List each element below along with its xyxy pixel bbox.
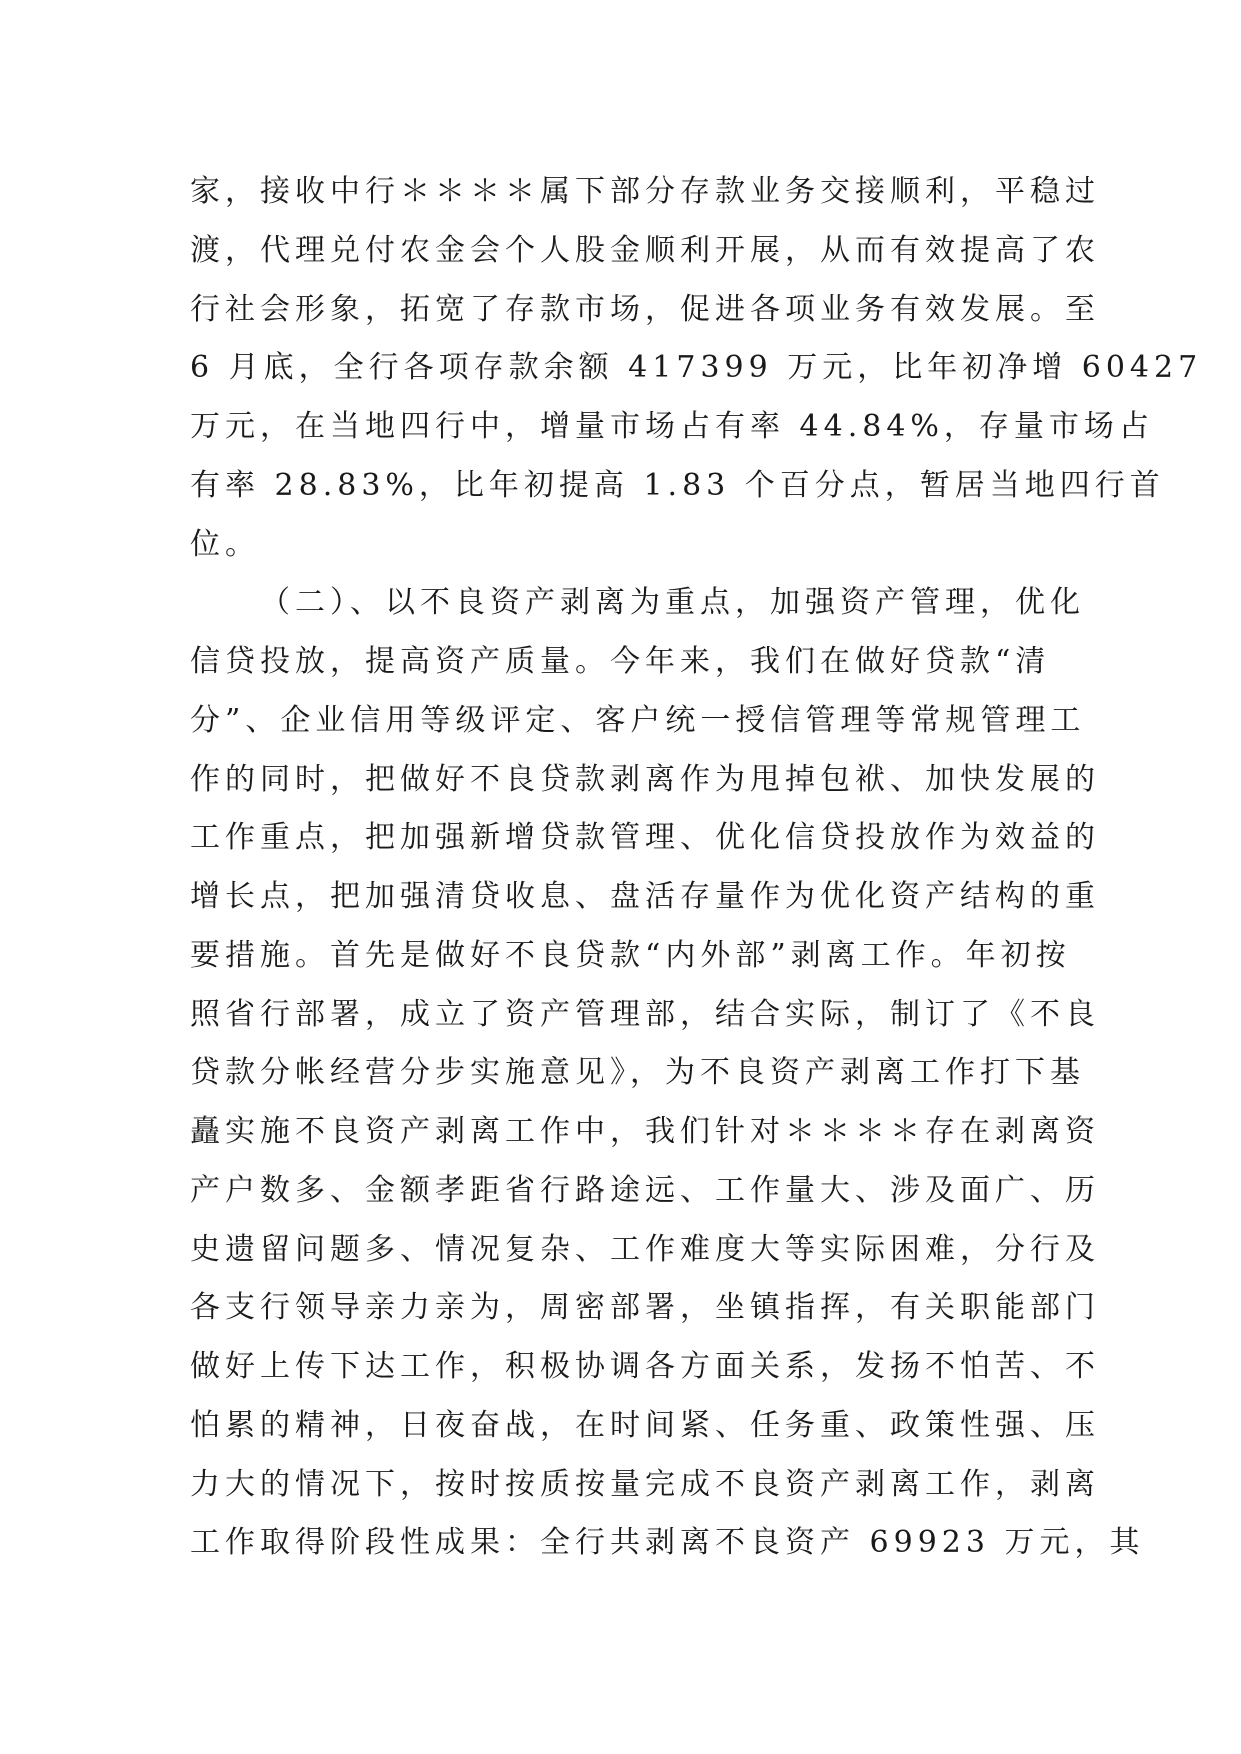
text-line: 力大的情况下，按时按质按量完成不良资产剥离工作，剥离 <box>190 1466 1100 1502</box>
text-line: 史遗留问题多、情况复杂、工作难度大等实际困难，分行及 <box>190 1231 1100 1267</box>
text-line: 行社会形象，拓宽了存款市场，促进各项业务有效发展。至 <box>190 291 1100 327</box>
text-line: 分”、企业信用等级评定、客户统一授信管理等常规管理工 <box>190 702 1086 738</box>
text-line: 渡，代理兑付农金会个人股金顺利开展，从而有效提高了农 <box>190 232 1100 268</box>
body-text <box>190 163 1203 1573</box>
text-line: 贷款分帐经营分步实施意见》，为不良资产剥离工作打下基 <box>190 1055 1085 1091</box>
text-line: 增长点，把加强清贷收息、盘活存量作为优化资产结构的重 <box>190 879 1100 914</box>
text-line: 万元，在当地四行中，增量市场占有率 44.84%，存量市场占 <box>190 409 1154 444</box>
text-line: 家，接收中行＊＊＊＊属下部分存款业务交接顺利，平稳过 <box>190 174 1100 209</box>
text-line: 做好上传下达工作，积极协调各方面关系，发扬不怕苦、不 <box>190 1349 1100 1384</box>
text-line: 产户数多、金额孝距省行路途远、工作量大、涉及面广、历 <box>190 1172 1100 1208</box>
text-line: 各支行领导亲力亲为，周密部署，坐镇指挥，有关职能部门 <box>190 1290 1100 1326</box>
text-line: 位。 <box>190 526 260 562</box>
text-line: 有率 28.83%，比年初提高 1.83 个百分点，暂居当地四行首 <box>190 467 1165 503</box>
text-line: 信贷投放，提高资产质量。今年来，我们在做好贷款“清 <box>190 644 1051 679</box>
text-line: 矗实施不良资产剥离工作中，我们针对＊＊＊＊存在剥离资 <box>190 1114 1100 1149</box>
text-line: 工作重点，把加强新增贷款管理、优化信贷投放作为效益的 <box>190 820 1100 856</box>
section-heading-line: （二）、以不良资产剥离为重点，加强资产管理，优化 <box>260 585 1085 621</box>
text-line: 工作取得阶段性成果：全行共剥离不良资产 69923 万元，其 <box>190 1525 1145 1561</box>
text-line: 要措施。首先是做好不良贷款“内外部”剥离工作。年初按 <box>190 937 1071 973</box>
text-line: 怕累的精神，日夜奋战，在时间紧、任务重、政策性强、压 <box>190 1407 1100 1443</box>
text-line: 6 月底，全行各项存款余额 417399 万元，比年初净增 60427 <box>190 350 1203 386</box>
text-line: 照省行部署，成立了资产管理部，结合实际，制订了《不良 <box>190 996 1100 1032</box>
text-line: 作的同时，把做好不良贷款剥离作为甩掉包袱、加快发展的 <box>190 761 1100 797</box>
